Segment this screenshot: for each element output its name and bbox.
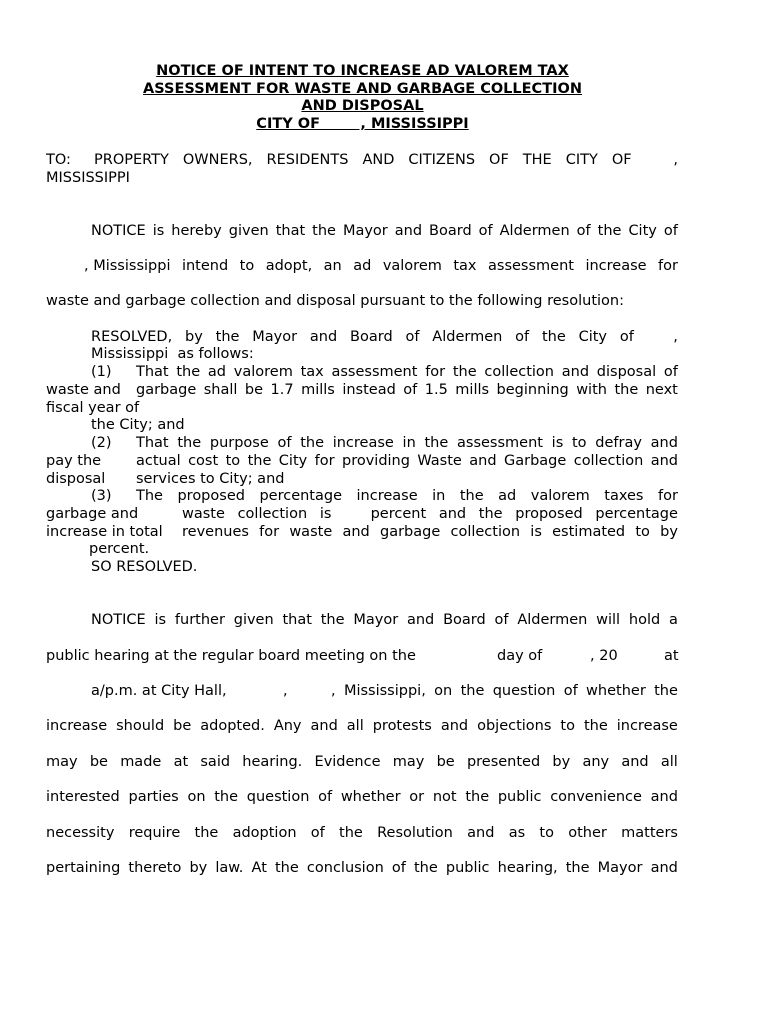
item3-line-2-word: the: [478, 506, 503, 522]
notice2-line-6-word: public: [497, 789, 542, 805]
to-word: OF: [489, 152, 509, 168]
item3-line-2-word: and: [438, 506, 467, 522]
notice2-line-5-word: made: [120, 754, 162, 770]
item3-line-4: percent.: [89, 541, 150, 557]
item1-line-1-word: valorem: [233, 364, 293, 380]
notice1-line-2: [84, 258, 678, 274]
item1-line-1-word: and: [561, 364, 590, 380]
to-word: OF: [611, 152, 632, 168]
item2-line-1-word: is: [551, 435, 564, 451]
item3-number: (3): [91, 488, 112, 504]
notice2-line-1-word: a: [669, 612, 678, 628]
item3-line-1-word: percentage: [259, 488, 342, 504]
resolution-line-1-word: the: [541, 329, 566, 345]
notice1-line-2-word: intend: [181, 258, 229, 274]
notice2-line-8-word: public: [445, 860, 490, 876]
notice2-line-2d: at: [664, 648, 679, 664]
notice1-line-2-word: to: [239, 258, 255, 274]
item1-line-2-word: next: [645, 382, 678, 398]
notice2-line-4-word: increase: [46, 718, 108, 734]
item3-line-3-word: collection: [450, 524, 521, 540]
to-word: CITIZENS: [408, 152, 476, 168]
notice2-line-5-word: and: [621, 754, 649, 770]
notice2-line-1: [91, 612, 678, 628]
item2-number: (2): [91, 435, 112, 451]
item2-line-1-word: the: [300, 435, 324, 451]
item1-line-1-word: of: [663, 364, 678, 380]
notice1-line-2-word: adopt,: [265, 258, 313, 274]
notice2-line-6-word: interested: [46, 789, 120, 805]
notice1-line-1-word: of: [663, 223, 678, 239]
notice2-line-7-word: as: [508, 825, 526, 841]
resolution-line-1-word: RESOLVED,: [91, 329, 173, 345]
notice2-line-4-word: Any: [273, 718, 302, 734]
notice2-line-4-word: protests: [372, 718, 432, 734]
item1-line-2-word: instead: [342, 382, 396, 398]
item2-line-2-word: and: [469, 453, 497, 469]
item2-line-2b: [136, 453, 678, 469]
item2-line-2-word: and: [650, 453, 678, 469]
notice2-line-6-word: whether: [340, 789, 401, 805]
notice2-line-2a: public hearing at the regular board meeting on the: [46, 648, 416, 664]
notice2-line-1-word: Mayor: [353, 612, 399, 628]
notice1-line-1-word: is: [152, 223, 165, 239]
notice1-line-1-word: the: [597, 223, 622, 239]
item2-line-1-word: the: [177, 435, 202, 451]
item3-line-2-word: percent: [370, 506, 427, 522]
item1-line-2-word: with: [576, 382, 607, 398]
item1-line-4: the City; and: [91, 417, 185, 433]
notice2-line-6-word: parties: [128, 789, 179, 805]
item2-line-2-word: Waste: [417, 453, 462, 469]
notice1-line-1-word: City: [628, 223, 657, 239]
item3-line-3-word: and: [342, 524, 370, 540]
resolution-closing: SO RESOLVED.: [91, 559, 198, 575]
notice2-line-4-word: the: [583, 718, 608, 734]
resolution-line-1: [91, 329, 678, 345]
notice2-line-7: [46, 825, 678, 841]
notice2-line-4-word: to: [560, 718, 575, 734]
notice2-line-7-word: the: [194, 825, 219, 841]
notice2-line-8-word: of: [391, 860, 406, 876]
notice2-line-7-word: matters: [621, 825, 678, 841]
notice1-line-2-word: an: [323, 258, 342, 274]
notice2-line-4-word: all: [346, 718, 364, 734]
notice2-line-7-word: of: [310, 825, 325, 841]
resolution-line-2: Mississippi as follows:: [91, 346, 254, 362]
notice2-line-8-word: Mayor: [597, 860, 643, 876]
notice1-line-1-word: that: [275, 223, 306, 239]
to-word: ,: [673, 152, 678, 168]
notice2-line-6-word: convenience: [550, 789, 642, 805]
to-line: [94, 152, 678, 168]
item1-line-1-word: collection: [484, 364, 554, 380]
notice2-line-6-word: question: [246, 789, 310, 805]
notice2-line-8: [46, 860, 678, 876]
title-line-1: NOTICE OF INTENT TO INCREASE AD VALOREM TAX: [156, 63, 569, 79]
notice1-line-1-word: Aldermen: [499, 223, 570, 239]
resolution-line-1-word: Aldermen: [432, 329, 503, 345]
notice2-line-8-word: by: [189, 860, 208, 876]
item3-line-2-word: waste: [182, 506, 225, 522]
item1-line-1-word: disposal: [596, 364, 657, 380]
notice2-line-5-word: presented: [466, 754, 541, 770]
notice1-line-1-word: Mayor: [342, 223, 388, 239]
item1-line-2-word: garbage: [136, 382, 197, 398]
notice2-line-5-word: be: [89, 754, 108, 770]
resolution-line-1-word: of: [619, 329, 634, 345]
item2-line-2-word: cost: [188, 453, 219, 469]
notice2-line-8-word: the: [413, 860, 438, 876]
notice2-line-2b: day of: [497, 648, 543, 664]
item3-line-3-word: waste: [289, 524, 333, 540]
item3-line-3-word: garbage: [379, 524, 441, 540]
item3-line-1-word: The: [136, 488, 163, 504]
title-line-2: ASSESSMENT FOR WASTE AND GARBAGE COLLECTION: [143, 81, 582, 97]
item3-line-2-word: is: [319, 506, 332, 522]
notice2-line-8-word: law.: [215, 860, 244, 876]
item3-line-1-word: the: [459, 488, 484, 504]
item3-line-3-word: revenues: [182, 524, 249, 540]
item2-line-1-word: purpose: [209, 435, 269, 451]
item3-line-3-word: for: [259, 524, 280, 540]
notice2-line-3-word: the: [460, 683, 485, 699]
item1-number: (1): [91, 364, 112, 380]
title-line-4: CITY OF , MISSISSIPPI: [256, 116, 469, 132]
notice2-line-1-word: the: [320, 612, 345, 628]
notice1-line-1-word: the: [312, 223, 336, 239]
resolution-line-1-word: of: [515, 329, 530, 345]
notice2-line-6-word: not: [432, 789, 457, 805]
to-word: OWNERS,: [182, 152, 253, 168]
item1-line-2-word: shall: [203, 382, 238, 398]
notice1-line-1-word: hereby: [171, 223, 222, 239]
item3-line-1-word: taxes: [604, 488, 644, 504]
notice1-line-2-word: tax: [453, 258, 477, 274]
notice2-line-5-word: hearing.: [242, 754, 303, 770]
notice1-line-2-word: valorem: [382, 258, 442, 274]
item1-line-1-word: assessment: [331, 364, 418, 380]
item1-line-1: [136, 364, 678, 380]
notice2-line-7-word: and: [467, 825, 495, 841]
notice2-line-3a: a/p.m. at City Hall,: [91, 683, 227, 699]
item2-line-2-word: actual: [136, 453, 181, 469]
notice2-line-7-word: to: [539, 825, 554, 841]
item3-line-2-word: proposed: [515, 506, 583, 522]
notice2-line-1-word: and: [406, 612, 435, 628]
notice2-line-5-word: at: [173, 754, 189, 770]
item1-line-3: fiscal year of: [46, 400, 140, 416]
item1-line-2-word: mills: [301, 382, 335, 398]
notice2-line-7-word: require: [128, 825, 181, 841]
notice2-line-5-word: all: [660, 754, 678, 770]
notice2-line-4: [46, 718, 678, 734]
item2-line-2-word: to: [225, 453, 241, 469]
notice2-line-5-word: any: [582, 754, 610, 770]
resolution-line-1-word: of: [405, 329, 420, 345]
notice1-line-2-word: increase: [585, 258, 647, 274]
item2-line-1-word: assessment: [457, 435, 543, 451]
item1-line-1-word: tax: [300, 364, 324, 380]
notice2-line-8-word: the: [275, 860, 299, 876]
item2-line-1-word: and: [650, 435, 678, 451]
item3-line-1: [136, 488, 678, 504]
notice1-line-2-word: ad: [353, 258, 372, 274]
item2-line-3b: services to City; and: [136, 471, 285, 487]
notice2-line-5-word: said: [200, 754, 231, 770]
item3-line-2-word: percentage: [595, 506, 678, 522]
item1-line-1-word: the: [452, 364, 477, 380]
notice2-line-8-word: thereto: [128, 860, 182, 876]
item2-line-2-word: for: [314, 453, 335, 469]
item3-line-3-word: to: [635, 524, 650, 540]
resolution-line-1-word: City: [578, 329, 607, 345]
notice2-line-5-word: may: [46, 754, 78, 770]
item3-line-3-word: by: [660, 524, 678, 540]
notice2-line-1-word: is: [154, 612, 167, 628]
to-word: THE: [522, 152, 552, 168]
notice2-line-4-word: be: [173, 718, 192, 734]
notice2-line-5-word: may: [392, 754, 425, 770]
notice2-line-2c: , 20: [590, 648, 618, 664]
notice1-line-1-word: of: [576, 223, 591, 239]
notice2-line-6-word: or: [409, 789, 425, 805]
notice2-line-3-word: Mississippi,: [343, 683, 426, 699]
to-label: TO:: [46, 152, 71, 168]
item1-line-2-word: beginning: [496, 382, 569, 398]
resolution-line-1-word: ,: [673, 329, 678, 345]
notice2-line-7-word: adoption: [232, 825, 297, 841]
notice2-line-3-word: question: [492, 683, 556, 699]
item2-line-2-word: City: [278, 453, 308, 469]
item3-line-2a: garbage and: [46, 506, 139, 522]
notice2-line-1-word: Aldermen: [517, 612, 588, 628]
notice2-line-6-word: and: [650, 789, 678, 805]
notice2-line-7-word: the: [339, 825, 363, 841]
item1-line-1-word: the: [176, 364, 201, 380]
notice1-line-2-word: , Mississippi: [84, 258, 171, 274]
item3-line-1-word: increase: [356, 488, 418, 504]
notice2-line-8-word: pertaining: [46, 860, 121, 876]
item2-line-2-word: Garbage: [503, 453, 567, 469]
notice2-line-8-word: the: [565, 860, 590, 876]
item2-line-2-word: the: [247, 453, 272, 469]
item2-line-1: [136, 435, 678, 451]
notice2-line-6-word: the: [465, 789, 490, 805]
notice2-line-8-word: conclusion: [306, 860, 384, 876]
notice2-line-5-word: be: [436, 754, 455, 770]
item2-line-2a: pay the: [46, 453, 102, 469]
notice2-line-7-word: other: [568, 825, 607, 841]
item2-line-3a: disposal: [46, 471, 106, 487]
notice2-line-5-word: Evidence: [314, 754, 381, 770]
notice1-line-1-word: given: [228, 223, 269, 239]
notice2-line-1-word: given: [233, 612, 274, 628]
item1-line-2-word: mills: [455, 382, 490, 398]
item3-line-3-word: estimated: [552, 524, 626, 540]
item1-line-2-word: 1.7: [270, 382, 294, 398]
item3-line-1-word: ad: [498, 488, 517, 504]
notice1-line-1: [91, 223, 678, 239]
notice2-line-6-word: the: [214, 789, 239, 805]
item1-line-2b: [136, 382, 678, 398]
notice2-line-3-word: the: [654, 683, 678, 699]
item1-line-2-word: of: [403, 382, 418, 398]
notice2-line-3c: [331, 683, 678, 699]
notice2-line-1-word: NOTICE: [91, 612, 146, 628]
item3-line-1-word: in: [432, 488, 446, 504]
item2-line-1-word: to: [571, 435, 587, 451]
notice1-line-1-word: and: [394, 223, 423, 239]
notice2-line-4-word: objections: [477, 718, 552, 734]
resolution-line-1-word: by: [185, 329, 203, 345]
notice2-line-8-word: and: [650, 860, 678, 876]
notice1-line-2-word: for: [658, 258, 678, 274]
item2-line-2-word: collection: [573, 453, 644, 469]
notice2-line-4-word: and: [440, 718, 469, 734]
resolution-line-1-word: Board: [350, 329, 393, 345]
item3-line-3-word: is: [530, 524, 542, 540]
notice1-line-1-word: of: [478, 223, 493, 239]
item3-line-2b: [182, 506, 678, 522]
notice2-line-4-word: adopted.: [200, 718, 265, 734]
item1-line-1-word: That: [136, 364, 169, 380]
to-word: [646, 152, 660, 168]
notice1-line-1-word: NOTICE: [91, 223, 146, 239]
notice2-line-7-word: Resolution: [377, 825, 453, 841]
notice2-line-1-word: will: [596, 612, 621, 628]
notice2-line-8-word: At: [251, 860, 267, 876]
item1-line-2-word: be: [244, 382, 264, 398]
item1-line-2-word: 1.5: [424, 382, 448, 398]
notice2-line-6: [46, 789, 678, 805]
item1-line-1-word: for: [425, 364, 446, 380]
to-word: CITY: [565, 152, 598, 168]
notice2-line-5: [46, 754, 678, 770]
notice2-line-3-word: whether: [586, 683, 646, 699]
resolution-line-1-word: and: [309, 329, 338, 345]
item3-line-3b: [182, 524, 678, 540]
resolution-line-1-word: the: [215, 329, 240, 345]
to-word: PROPERTY: [94, 152, 169, 168]
notice2-line-6-word: on: [187, 789, 206, 805]
item3-line-1-word: valorem: [530, 488, 590, 504]
item2-line-1-word: of: [277, 435, 292, 451]
notice2-line-6-word: of: [318, 789, 333, 805]
item3-line-2-word: collection: [237, 506, 308, 522]
notice2-line-1-word: that: [282, 612, 312, 628]
notice2-line-1-word: further: [174, 612, 225, 628]
item2-line-1-word: defray: [595, 435, 642, 451]
notice2-line-3-word: of: [563, 683, 578, 699]
title-line-3: AND DISPOSAL: [301, 98, 424, 114]
item1-line-2a: waste and: [46, 382, 121, 398]
item2-line-2-word: providing: [342, 453, 410, 469]
notice2-line-8-word: hearing,: [497, 860, 558, 876]
resolution-line-1-word: [647, 329, 661, 345]
notice1-line-1-word: Board: [429, 223, 472, 239]
to-line-2: MISSISSIPPI: [46, 170, 130, 186]
notice2-line-7-word: necessity: [46, 825, 115, 841]
item1-line-1-word: ad: [207, 364, 227, 380]
item3-line-1-word: for: [657, 488, 678, 504]
notice2-line-5-word: by: [552, 754, 571, 770]
to-word: AND: [362, 152, 395, 168]
notice2-line-1-word: hold: [628, 612, 661, 628]
notice2-line-3b: ,: [283, 683, 288, 699]
resolution-line-1-word: Mayor: [252, 329, 298, 345]
item2-line-1-word: increase: [332, 435, 394, 451]
item1-line-2-word: the: [614, 382, 639, 398]
item3-line-2-word: [344, 506, 358, 522]
item2-line-1-word: That: [136, 435, 169, 451]
notice2-line-4-word: and: [310, 718, 338, 734]
notice2-line-1-word: of: [494, 612, 509, 628]
notice2-line-3-word: on: [434, 683, 453, 699]
notice2-line-1-word: Board: [443, 612, 486, 628]
item3-line-3a: increase in total: [46, 524, 163, 540]
item2-line-1-word: the: [424, 435, 449, 451]
to-word: RESIDENTS: [266, 152, 349, 168]
item3-line-1-word: proposed: [177, 488, 245, 504]
item2-line-1-word: in: [402, 435, 416, 451]
notice2-line-4-word: increase: [616, 718, 678, 734]
notice1-line-2-word: assessment: [488, 258, 574, 274]
notice2-line-3-word: ,: [331, 683, 336, 699]
notice1-line-3: waste and garbage collection and disposal pursuant to the following resolution:: [46, 293, 624, 309]
notice2-line-4-word: should: [116, 718, 165, 734]
